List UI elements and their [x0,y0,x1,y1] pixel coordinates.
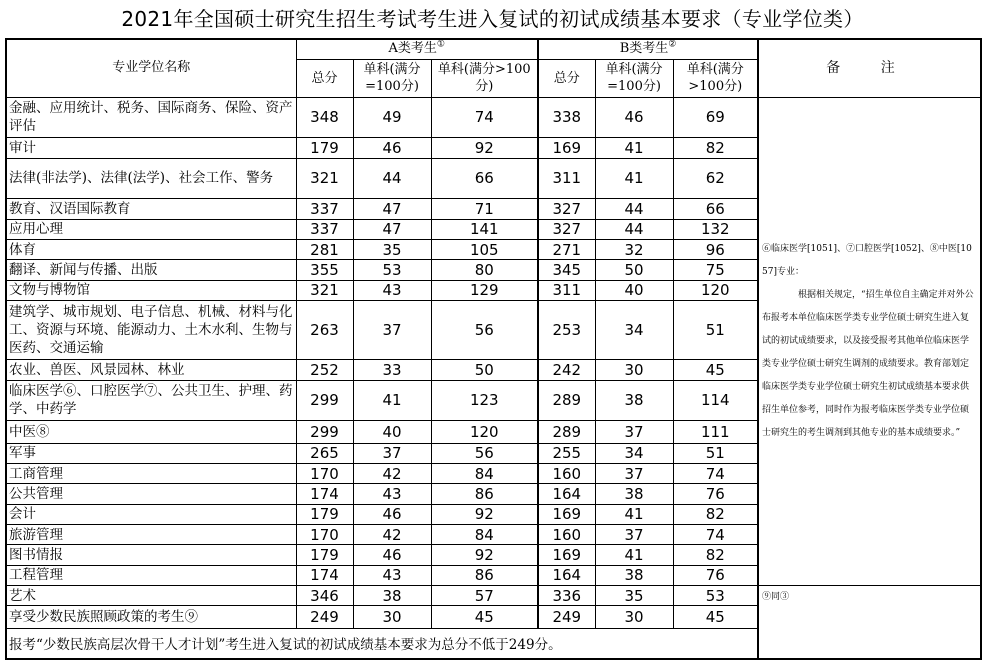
b-single-100: 41 [595,158,673,199]
a-single-gt100: 80 [431,260,538,280]
remarks-note-1 [758,97,981,586]
b-single-gt100: 82 [673,138,758,158]
remarks-note-1-intro: ⑥临床医学[1051]、⑦口腔医学[1052]、⑧中医[1057]专业： [762,243,972,277]
a-single-100: 47 [353,199,431,219]
b-single-gt100: 62 [673,158,758,199]
header-b-single-gt100: 单科(满分>100分) [673,59,758,97]
b-single-gt100: 111 [673,421,758,443]
a-single-gt100: 71 [431,199,538,219]
a-single-gt100: 92 [431,138,538,158]
a-single-gt100: 141 [431,219,538,239]
a-single-gt100: 84 [431,463,538,483]
b-total: 311 [538,280,595,300]
b-total: 160 [538,525,595,545]
header-a-single-100: 单科(满分=100分) [353,59,431,97]
b-single-100: 37 [595,525,673,545]
a-single-100: 44 [353,158,431,199]
a-single-gt100: 86 [431,565,538,585]
a-single-100: 37 [353,443,431,463]
b-single-100: 34 [595,443,673,463]
b-single-100: 37 [595,421,673,443]
b-single-gt100: 82 [673,504,758,524]
a-single-100: 47 [353,219,431,239]
b-single-gt100: 51 [673,443,758,463]
major-name: 工程管理 [6,565,296,585]
a-single-gt100: 129 [431,280,538,300]
a-total: 355 [296,260,353,280]
table-row [6,97,981,138]
b-total: 249 [538,606,595,628]
major-name: 审计 [6,138,296,158]
b-single-100: 41 [595,138,673,158]
a-total: 174 [296,565,353,585]
a-single-100: 41 [353,380,431,421]
b-single-gt100: 66 [673,199,758,219]
header-b-single-100: 单科(满分=100分) [595,59,673,97]
header-b-total: 总分 [538,59,595,97]
b-single-gt100: 76 [673,565,758,585]
b-single-100: 50 [595,260,673,280]
b-single-gt100: 132 [673,219,758,239]
b-single-gt100: 74 [673,525,758,545]
major-name: 教育、汉语国际教育 [6,199,296,219]
a-total: 346 [296,586,353,606]
a-total: 321 [296,280,353,300]
major-name: 中医⑧ [6,421,296,443]
a-total: 174 [296,484,353,504]
a-single-100: 46 [353,504,431,524]
group-b-footnote-mark: ② [668,39,677,50]
a-single-gt100: 120 [431,421,538,443]
b-single-100: 30 [595,606,673,628]
b-single-gt100: 76 [673,484,758,504]
b-total: 253 [538,301,595,360]
header-remarks: 备 注 [758,39,981,97]
a-single-100: 30 [353,606,431,628]
b-total: 169 [538,545,595,565]
a-single-100: 40 [353,421,431,443]
b-single-gt100: 114 [673,380,758,421]
b-total: 338 [538,97,595,138]
footer-note: 报考“少数民族高层次骨干人才计划”考生进入复试的初试成绩基本要求为总分不低于249分。 [6,628,758,659]
header-group-b: B类考生② [538,39,758,59]
b-single-100: 32 [595,240,673,260]
b-total: 327 [538,219,595,239]
b-single-gt100: 74 [673,463,758,483]
b-single-100: 38 [595,380,673,421]
b-single-100: 38 [595,565,673,585]
a-total: 179 [296,504,353,524]
a-total: 299 [296,421,353,443]
a-total: 179 [296,138,353,158]
a-single-gt100: 74 [431,97,538,138]
a-single-gt100: 45 [431,606,538,628]
a-total: 321 [296,158,353,199]
a-total: 179 [296,545,353,565]
a-total: 170 [296,463,353,483]
b-single-100: 40 [595,280,673,300]
a-single-100: 49 [353,97,431,138]
a-total: 265 [296,443,353,463]
a-single-gt100: 105 [431,240,538,260]
score-table [5,38,982,660]
a-total: 337 [296,219,353,239]
b-single-gt100: 96 [673,240,758,260]
a-single-100: 53 [353,260,431,280]
b-single-gt100: 75 [673,260,758,280]
a-single-gt100: 123 [431,380,538,421]
b-total: 345 [538,260,595,280]
a-single-100: 43 [353,280,431,300]
b-total: 271 [538,240,595,260]
major-name: 金融、应用统计、税务、国际商务、保险、资产评估 [6,97,296,138]
b-total: 289 [538,421,595,443]
b-single-gt100: 69 [673,97,758,138]
remarks-note-2: ⑨同③ [758,586,981,659]
a-single-gt100: 57 [431,586,538,606]
b-total: 255 [538,443,595,463]
b-total: 242 [538,360,595,380]
major-name: 图书情报 [6,545,296,565]
a-total: 337 [296,199,353,219]
a-single-100: 38 [353,586,431,606]
b-total: 160 [538,463,595,483]
a-single-100: 46 [353,545,431,565]
major-name: 享受少数民族照顾政策的考生⑨ [6,606,296,628]
b-single-gt100: 45 [673,360,758,380]
b-total: 289 [538,380,595,421]
a-single-gt100: 56 [431,443,538,463]
b-total: 164 [538,484,595,504]
b-single-100: 35 [595,586,673,606]
header-a-total: 总分 [296,59,353,97]
major-name: 临床医学⑥、口腔医学⑦、公共卫生、护理、药学、中药学 [6,380,296,421]
major-name: 应用心理 [6,219,296,239]
b-total: 169 [538,138,595,158]
a-single-100: 43 [353,484,431,504]
group-a-footnote-mark: ① [436,39,445,50]
b-single-100: 30 [595,360,673,380]
b-single-gt100: 120 [673,280,758,300]
b-single-gt100: 45 [673,606,758,628]
b-single-100: 44 [595,219,673,239]
major-name: 工商管理 [6,463,296,483]
a-single-gt100: 84 [431,525,538,545]
b-single-gt100: 53 [673,586,758,606]
b-single-100: 37 [595,463,673,483]
a-single-100: 35 [353,240,431,260]
b-single-gt100: 82 [673,545,758,565]
major-name: 旅游管理 [6,525,296,545]
a-single-gt100: 66 [431,158,538,199]
header-group-a: A类考生① [296,39,538,59]
major-name: 体育 [6,240,296,260]
b-total: 327 [538,199,595,219]
a-single-100: 42 [353,525,431,545]
a-total: 299 [296,380,353,421]
major-name: 公共管理 [6,484,296,504]
major-name: 军事 [6,443,296,463]
b-single-100: 41 [595,545,673,565]
a-single-100: 33 [353,360,431,380]
b-total: 169 [538,504,595,524]
a-single-gt100: 92 [431,545,538,565]
a-single-gt100: 92 [431,504,538,524]
a-single-100: 43 [353,565,431,585]
a-single-100: 42 [353,463,431,483]
page-title: 2021年全国硕士研究生招生考试考生进入复试的初试成绩基本要求（专业学位类） [121,7,864,31]
table-row [6,586,981,606]
a-total: 249 [296,606,353,628]
a-total: 170 [296,525,353,545]
header-major: 专业学位名称 [6,39,296,97]
b-single-100: 34 [595,301,673,360]
a-total: 348 [296,97,353,138]
b-total: 336 [538,586,595,606]
remarks-note-1-body: 根据相关规定，“招生单位自主确定并对外公布报考本单位临床医学类专业学位硕士研究生进入复试的初试成绩要求，以及接受报考其他单位临床医学类专业学位硕士研究生调剂的成绩要求。教育部划定临床医学类专业学位硕士研究生初试成绩基本要求供招生单位参考，同时作为报考临床医学类专业学位硕士研究生的考生调剂到其他专业的基本成绩要求。” [762,289,974,438]
a-single-gt100: 86 [431,484,538,504]
b-total: 311 [538,158,595,199]
major-name: 农业、兽医、风景园林、林业 [6,360,296,380]
a-total: 281 [296,240,353,260]
major-name: 建筑学、城市规划、电子信息、机械、材料与化工、资源与环境、能源动力、土木水利、生物与医药、交通运输 [6,301,296,360]
b-total: 164 [538,565,595,585]
b-single-gt100: 51 [673,301,758,360]
a-total: 263 [296,301,353,360]
b-single-100: 44 [595,199,673,219]
a-single-100: 46 [353,138,431,158]
a-total: 252 [296,360,353,380]
a-single-100: 37 [353,301,431,360]
major-name: 艺术 [6,586,296,606]
a-single-gt100: 56 [431,301,538,360]
b-single-100: 38 [595,484,673,504]
a-single-gt100: 50 [431,360,538,380]
b-single-100: 41 [595,504,673,524]
header-a-single-gt100: 单科(满分>100分) [431,59,538,97]
major-name: 翻译、新闻与传播、出版 [6,260,296,280]
b-single-100: 46 [595,97,673,138]
major-name: 文物与博物馆 [6,280,296,300]
major-name: 会计 [6,504,296,524]
major-name: 法律(非法学)、法律(法学)、社会工作、警务 [6,158,296,199]
